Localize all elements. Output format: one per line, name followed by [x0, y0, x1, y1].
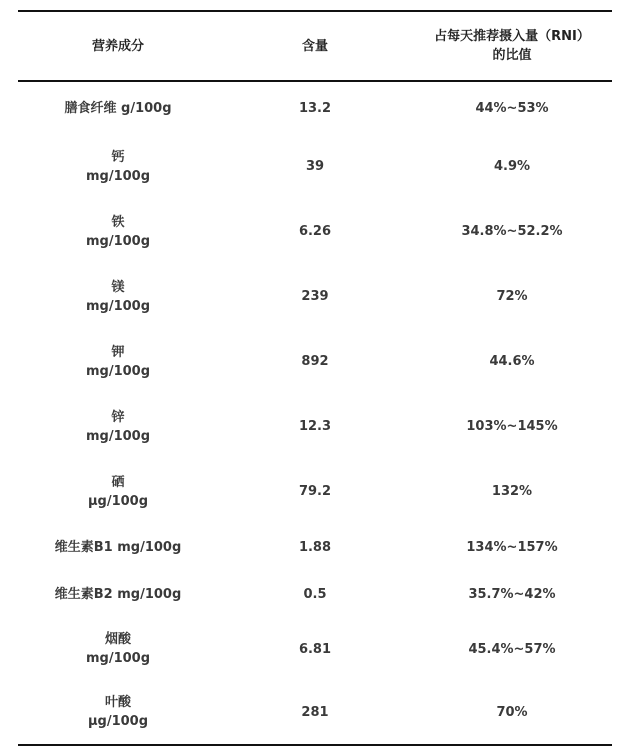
- cell-rni: 44.6%: [489, 354, 535, 369]
- table-row: [18, 680, 612, 744]
- cell-rni: 70%: [496, 704, 528, 720]
- nutrient-name: 钾: [111, 344, 125, 360]
- cell-nutrient: [18, 408, 218, 446]
- header-rni-line1: 占每天推荐摄入量（RNI）: [434, 29, 590, 44]
- nutrient-unit: mg/100g: [85, 428, 151, 444]
- table-row: [18, 264, 612, 329]
- cell-amount: 281: [301, 704, 329, 720]
- nutrient-unit: μg/100g: [87, 493, 149, 509]
- nutrient-name: 硒: [111, 474, 125, 490]
- cell-amount: 1.88: [298, 540, 332, 555]
- cell-amount: 12.3: [298, 419, 332, 434]
- nutrient-name: 维生素B2 mg/100g: [54, 587, 182, 602]
- cell-rni: 72%: [496, 289, 528, 304]
- cell-nutrient: [18, 343, 218, 381]
- header-rni-line2: 的比值: [492, 48, 532, 63]
- table-row: [18, 134, 612, 199]
- nutrient-name: 叶酸: [104, 695, 131, 710]
- nutrient-name: 铁: [111, 214, 125, 230]
- cell-rni: 35.7%~42%: [468, 587, 556, 602]
- cell-amount: 892: [301, 354, 329, 369]
- cell-rni: 4.9%: [493, 159, 531, 174]
- cell-rni: 132%: [491, 484, 533, 499]
- header-rni: [412, 27, 612, 65]
- cell-rni: 45.4%~57%: [468, 641, 556, 657]
- cell-amount: 239: [301, 289, 329, 304]
- table-row: [18, 524, 612, 571]
- nutrient-name: 锌: [111, 409, 125, 425]
- table-row: [18, 618, 612, 680]
- nutrient-unit: mg/100g: [85, 233, 151, 249]
- nutrient-unit: mg/100g: [85, 168, 151, 184]
- cell-rni: 103%~145%: [466, 419, 558, 434]
- table-header: [18, 12, 612, 80]
- cell-nutrient: [18, 585, 218, 604]
- nutrient-unit: mg/100g: [85, 651, 151, 666]
- nutrient-name: 膳食纤维 g/100g: [64, 100, 172, 116]
- cell-amount: 13.2: [298, 100, 332, 116]
- table-body: [18, 82, 612, 744]
- cell-rni: 134%~157%: [466, 540, 558, 555]
- table-row: [18, 571, 612, 618]
- cell-nutrient: [18, 693, 218, 731]
- table-bottom-rule: [18, 744, 612, 746]
- cell-amount: 39: [305, 159, 325, 174]
- table-row: [18, 199, 612, 264]
- nutrition-table: [18, 10, 612, 746]
- table-row: [18, 82, 612, 134]
- nutrient-unit: mg/100g: [85, 298, 151, 314]
- nutrient-unit: μg/100g: [87, 714, 149, 729]
- cell-nutrient: [18, 538, 218, 557]
- cell-nutrient: [18, 630, 218, 668]
- nutrient-name: 烟酸: [104, 632, 131, 647]
- nutrient-name: 钙: [111, 149, 125, 165]
- cell-amount: 6.26: [298, 224, 332, 239]
- cell-nutrient: [18, 99, 218, 118]
- cell-amount: 0.5: [303, 587, 327, 602]
- cell-amount: 79.2: [298, 484, 332, 499]
- nutrient-name: 镁: [111, 279, 125, 295]
- cell-rni: 34.8%~52.2%: [461, 224, 563, 239]
- cell-nutrient: [18, 278, 218, 316]
- nutrient-name: 维生素B1 mg/100g: [54, 540, 182, 555]
- table-row: [18, 394, 612, 459]
- header-amount: 含量: [301, 38, 328, 54]
- header-nutrient: 营养成分: [91, 38, 144, 54]
- cell-nutrient: [18, 148, 218, 186]
- cell-amount: 6.81: [298, 641, 332, 657]
- nutrient-unit: mg/100g: [85, 363, 151, 379]
- cell-nutrient: [18, 473, 218, 511]
- table-row: [18, 459, 612, 524]
- cell-rni: 44%~53%: [475, 100, 549, 116]
- cell-nutrient: [18, 213, 218, 251]
- table-row: [18, 329, 612, 394]
